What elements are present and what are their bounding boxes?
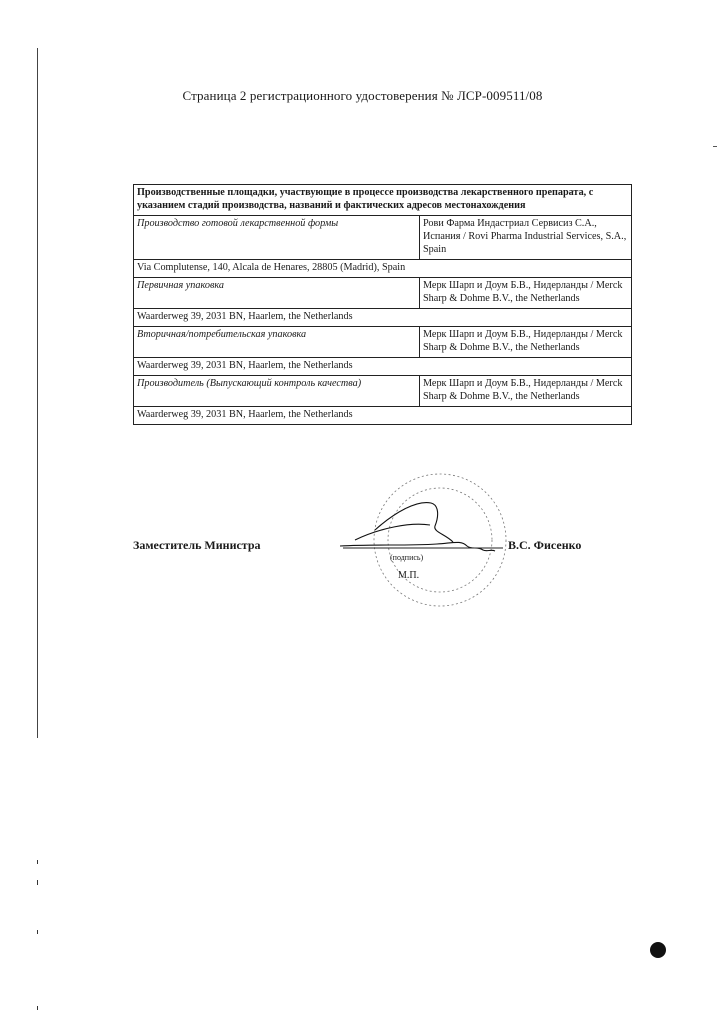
margin-mark — [37, 930, 38, 934]
table-heading-row — [134, 185, 632, 216]
company-cell: Мерк Шарп и Доум Б.В., Нидерланды / Merck Sharp & Dohme B.V., the Netherlands — [420, 278, 632, 309]
address-row — [134, 407, 632, 425]
signatory-name: В.С. Фисенко — [508, 538, 582, 552]
address-cell: Waarderweg 39, 2031 BN, Haarlem, the Netherlands — [134, 309, 632, 327]
margin-mark — [37, 1006, 38, 1010]
handwritten-signature-icon — [340, 503, 495, 551]
stage-cell: Первичная упаковка — [134, 278, 420, 309]
address-row — [134, 260, 632, 278]
address-cell: Waarderweg 39, 2031 BN, Haarlem, the Netherlands — [134, 407, 632, 425]
scan-mark — [713, 146, 717, 147]
address-cell: Waarderweg 39, 2031 BN, Haarlem, the Netherlands — [134, 358, 632, 376]
seal-caption: М.П. — [398, 570, 420, 581]
table-row — [134, 216, 632, 260]
company-cell: Мерк Шарп и Доум Б.В., Нидерланды / Merck Sharp & Dohme B.V., the Netherlands — [420, 327, 632, 358]
address-row — [134, 358, 632, 376]
signature-caption: (подпись) — [390, 553, 424, 562]
company-cell: Рови Фарма Индастриал Сервисиз С.А., Испания / Rovi Pharma Industrial Services, S.A., Spain — [420, 216, 632, 260]
stage-cell: Вторичная/потребительская упаковка — [134, 327, 420, 358]
table-row — [134, 327, 632, 358]
left-margin-line — [37, 48, 38, 738]
official-seal-icon — [374, 474, 506, 606]
scan-dot-mark — [650, 942, 666, 958]
stamp-and-signature — [335, 470, 515, 620]
company-cell: Мерк Шарп и Доум Б.В., Нидерланды / Merck Sharp & Dohme B.V., the Netherlands — [420, 376, 632, 407]
page-title: Страница 2 регистрационного удостоверения № ЛСР-009511/08 — [182, 88, 543, 103]
table-row — [134, 278, 632, 309]
stage-cell: Производство готовой лекарственной формы — [134, 216, 420, 260]
production-sites-table — [133, 184, 632, 425]
address-cell: Via Complutense, 140, Alcala de Henares, 28805 (Madrid), Spain — [134, 260, 632, 278]
signatory-position: Заместитель Министра — [133, 538, 261, 552]
margin-mark — [37, 880, 38, 885]
stage-cell: Производитель (Выпускающий контроль качества) — [134, 376, 420, 407]
address-row — [134, 309, 632, 327]
margin-mark — [37, 860, 38, 864]
table-row — [134, 376, 632, 407]
table-heading: Производственные площадки, участвующие в процессе производства лекарственного препарата, с указанием стадий производства, названий и фактических адресов местонахождения — [134, 185, 632, 216]
